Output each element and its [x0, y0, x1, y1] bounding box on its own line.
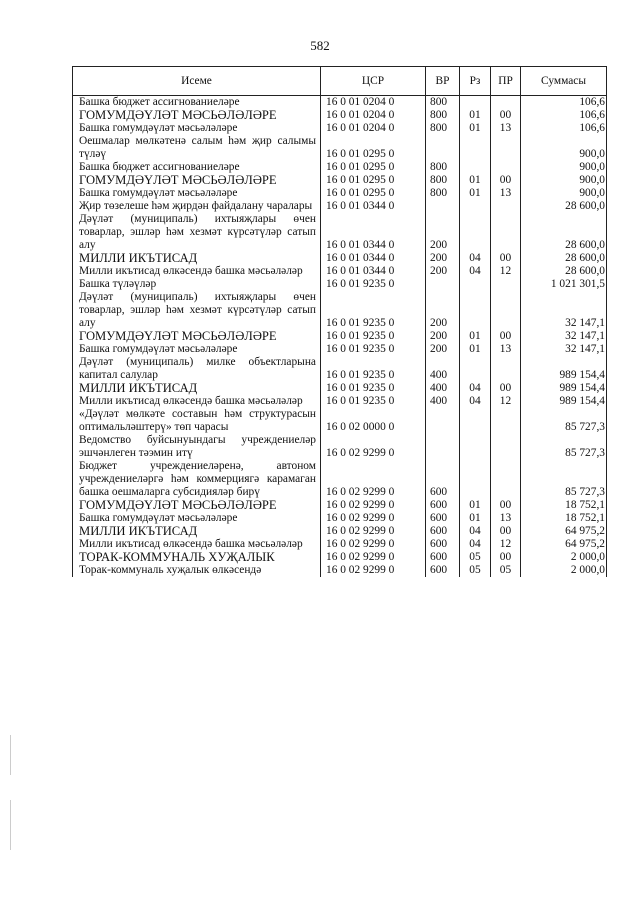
cell-rz: [460, 200, 491, 213]
cell-csr: 16 0 02 9299 0: [321, 512, 426, 525]
cell-rz: 04: [460, 538, 491, 551]
cell-name: Дәүләт (муниципаль) ихтыяҗлары өчен товарлар, эшләр һәм хезмәт күрсәтүләр сатып алу: [73, 213, 321, 252]
cell-csr: 16 0 01 0295 0: [321, 135, 426, 161]
cell-name: ГОМУМДӘҮЛӘТ МӘСЬӘЛӘЛӘРЕ: [73, 174, 321, 187]
cell-sum: 900,0: [521, 174, 607, 187]
cell-name: Милли икътисад өлкәсендә башка мәсьәләләр: [73, 538, 321, 551]
table-row: [73, 343, 607, 356]
cell-pr: [491, 356, 521, 382]
cell-vr: 400: [426, 395, 460, 408]
cell-vr: 800: [426, 122, 460, 135]
cell-csr: 16 0 01 0295 0: [321, 187, 426, 200]
page-number: 582: [310, 38, 330, 53]
cell-pr: [491, 278, 521, 291]
cell-rz: [460, 135, 491, 161]
cell-pr: 05: [491, 564, 521, 577]
cell-vr: 200: [426, 265, 460, 278]
header-pr: ПР: [491, 67, 521, 96]
table-row: [73, 382, 607, 395]
cell-sum: 28 600,0: [521, 252, 607, 265]
cell-rz: 01: [460, 330, 491, 343]
cell-rz: [460, 161, 491, 174]
cell-csr: 16 0 01 0344 0: [321, 252, 426, 265]
cell-rz: 01: [460, 187, 491, 200]
cell-rz: [460, 356, 491, 382]
cell-name: Торак-коммуналь хуҗалык өлкәсендә: [73, 564, 321, 577]
cell-pr: 00: [491, 382, 521, 395]
cell-pr: 00: [491, 551, 521, 564]
cell-sum: 64 975,2: [521, 525, 607, 538]
cell-csr: 16 0 02 9299 0: [321, 538, 426, 551]
table-row: [73, 460, 607, 499]
cell-sum: 28 600,0: [521, 200, 607, 213]
cell-sum: 900,0: [521, 161, 607, 174]
cell-sum: 32 147,1: [521, 330, 607, 343]
cell-name: «Дәүләт мөлкәте составын һәм структурасын оптимальләштерү» төп чарасы: [73, 408, 321, 434]
cell-pr: [491, 460, 521, 499]
cell-name: ТОРАК-КОММУНАЛЬ ХУҖАЛЫК: [73, 551, 321, 564]
cell-rz: 01: [460, 512, 491, 525]
table-row: [73, 135, 607, 161]
table-row: [73, 564, 607, 577]
table-row: [73, 434, 607, 460]
cell-rz: 05: [460, 551, 491, 564]
cell-pr: [491, 434, 521, 460]
cell-vr: 400: [426, 356, 460, 382]
cell-vr: [426, 408, 460, 434]
header-name: Исеме: [73, 67, 321, 96]
cell-pr: [491, 213, 521, 252]
cell-sum: 989 154,4: [521, 356, 607, 382]
table-row: [73, 291, 607, 330]
cell-vr: 800: [426, 174, 460, 187]
cell-csr: 16 0 01 0344 0: [321, 265, 426, 278]
cell-sum: 32 147,1: [521, 291, 607, 330]
cell-pr: 00: [491, 330, 521, 343]
cell-vr: [426, 200, 460, 213]
cell-name: ГОМУМДӘҮЛӘТ МӘСЬӘЛӘЛӘРЕ: [73, 499, 321, 512]
cell-csr: 16 0 01 0295 0: [321, 161, 426, 174]
cell-rz: [460, 213, 491, 252]
cell-csr: 16 0 01 9235 0: [321, 278, 426, 291]
cell-rz: 01: [460, 174, 491, 187]
cell-csr: 16 0 02 0000 0: [321, 408, 426, 434]
cell-pr: [491, 291, 521, 330]
cell-rz: [460, 278, 491, 291]
cell-vr: 200: [426, 252, 460, 265]
cell-rz: 01: [460, 343, 491, 356]
cell-pr: 12: [491, 395, 521, 408]
cell-name: Дәүләт (муниципаль) милке объектларына капитал салулар: [73, 356, 321, 382]
cell-csr: 16 0 01 9235 0: [321, 343, 426, 356]
table-row: [73, 213, 607, 252]
cell-csr: 16 0 01 9235 0: [321, 330, 426, 343]
cell-rz: [460, 291, 491, 330]
cell-pr: [491, 161, 521, 174]
cell-sum: 2 000,0: [521, 551, 607, 564]
cell-sum: 85 727,3: [521, 460, 607, 499]
cell-pr: [491, 96, 521, 110]
cell-name: Башка бюджет ассигнованиеләре: [73, 161, 321, 174]
cell-pr: 12: [491, 265, 521, 278]
cell-name: Башка гомумдәүләт мәсьәләләре: [73, 512, 321, 525]
cell-name: Башка түләүләр: [73, 278, 321, 291]
cell-csr: 16 0 01 0295 0: [321, 174, 426, 187]
cell-rz: 01: [460, 109, 491, 122]
cell-csr: 16 0 02 9299 0: [321, 564, 426, 577]
table-header: [73, 67, 607, 96]
cell-csr: 16 0 02 9299 0: [321, 551, 426, 564]
table-row: [73, 356, 607, 382]
cell-pr: [491, 408, 521, 434]
cell-sum: 2 000,0: [521, 564, 607, 577]
cell-name: ГОМУМДӘҮЛӘТ МӘСЬӘЛӘЛӘРЕ: [73, 109, 321, 122]
cell-pr: [491, 200, 521, 213]
cell-sum: 106,6: [521, 96, 607, 110]
table-row: [73, 408, 607, 434]
budget-table: [72, 66, 607, 577]
cell-rz: 01: [460, 122, 491, 135]
cell-sum: 106,6: [521, 109, 607, 122]
cell-rz: [460, 434, 491, 460]
cell-vr: 600: [426, 512, 460, 525]
cell-sum: 900,0: [521, 135, 607, 161]
cell-vr: 200: [426, 343, 460, 356]
table-row: [73, 330, 607, 343]
cell-sum: 18 752,1: [521, 512, 607, 525]
cell-name: МИЛЛИ ИКЪТИСАД: [73, 382, 321, 395]
margin-mark: [10, 800, 11, 850]
cell-pr: 13: [491, 187, 521, 200]
cell-rz: 05: [460, 564, 491, 577]
table-row: [73, 122, 607, 135]
cell-rz: 04: [460, 265, 491, 278]
cell-pr: 00: [491, 499, 521, 512]
cell-rz: [460, 408, 491, 434]
cell-csr: 16 0 02 9299 0: [321, 499, 426, 512]
cell-vr: 800: [426, 109, 460, 122]
table-body: [73, 96, 607, 578]
cell-vr: 600: [426, 538, 460, 551]
cell-sum: 106,6: [521, 122, 607, 135]
header-sum: Суммасы: [521, 67, 607, 96]
cell-csr: 16 0 02 9299 0: [321, 434, 426, 460]
cell-vr: 800: [426, 161, 460, 174]
cell-vr: 400: [426, 382, 460, 395]
table-row: [73, 252, 607, 265]
cell-name: Башка гомумдәүләт мәсьәләләре: [73, 122, 321, 135]
cell-vr: 600: [426, 499, 460, 512]
cell-rz: 01: [460, 499, 491, 512]
table-row: [73, 174, 607, 187]
cell-name: Башка гомумдәүләт мәсьәләләре: [73, 343, 321, 356]
header-rz: Рз: [460, 67, 491, 96]
cell-name: МИЛЛИ ИКЪТИСАД: [73, 525, 321, 538]
cell-sum: 28 600,0: [521, 213, 607, 252]
cell-csr: 16 0 01 0204 0: [321, 96, 426, 110]
cell-rz: 04: [460, 252, 491, 265]
cell-sum: 18 752,1: [521, 499, 607, 512]
cell-name: Башка бюджет ассигнованиеләре: [73, 96, 321, 110]
header-vr: ВР: [426, 67, 460, 96]
header-csr: ЦСР: [321, 67, 426, 96]
cell-vr: 600: [426, 525, 460, 538]
cell-csr: 16 0 01 9235 0: [321, 291, 426, 330]
cell-vr: 800: [426, 96, 460, 110]
table-row: [73, 96, 607, 110]
cell-name: Милли икътисад өлкәсендә башка мәсьәләләр: [73, 395, 321, 408]
table-row: [73, 109, 607, 122]
cell-pr: 00: [491, 174, 521, 187]
cell-pr: 13: [491, 343, 521, 356]
cell-sum: 64 975,2: [521, 538, 607, 551]
cell-pr: [491, 135, 521, 161]
cell-vr: 200: [426, 330, 460, 343]
cell-sum: 85 727,3: [521, 408, 607, 434]
cell-sum: 28 600,0: [521, 265, 607, 278]
cell-name: Оешмалар мөлкәтенә салым һәм җир салымы түләү: [73, 135, 321, 161]
cell-csr: 16 0 02 9299 0: [321, 460, 426, 499]
table-row: [73, 499, 607, 512]
cell-name: ГОМУМДӘҮЛӘТ МӘСЬӘЛӘЛӘРЕ: [73, 330, 321, 343]
table-row: [73, 278, 607, 291]
margin-mark: [10, 735, 11, 775]
table-row: [73, 187, 607, 200]
cell-csr: 16 0 01 0344 0: [321, 200, 426, 213]
cell-csr: 16 0 01 0204 0: [321, 122, 426, 135]
cell-sum: 900,0: [521, 187, 607, 200]
cell-sum: 32 147,1: [521, 343, 607, 356]
table-row: [73, 551, 607, 564]
cell-csr: 16 0 01 0344 0: [321, 213, 426, 252]
cell-vr: [426, 135, 460, 161]
cell-vr: 600: [426, 551, 460, 564]
table-row: [73, 200, 607, 213]
cell-rz: 04: [460, 525, 491, 538]
cell-rz: [460, 460, 491, 499]
cell-pr: 00: [491, 525, 521, 538]
cell-vr: 200: [426, 291, 460, 330]
cell-name: Җир төзелеше һәм җирдән файдалану чаралары: [73, 200, 321, 213]
table-row: [73, 265, 607, 278]
table-row: [73, 395, 607, 408]
cell-csr: 16 0 01 9235 0: [321, 356, 426, 382]
cell-sum: 989 154,4: [521, 382, 607, 395]
table-row: [73, 525, 607, 538]
cell-vr: [426, 278, 460, 291]
cell-pr: 13: [491, 122, 521, 135]
cell-pr: 00: [491, 109, 521, 122]
cell-name: Ведомство буйсынуындагы учреждениеләр эшчәнлеген тәэмин итү: [73, 434, 321, 460]
cell-pr: 12: [491, 538, 521, 551]
cell-sum: 85 727,3: [521, 434, 607, 460]
cell-csr: 16 0 02 9299 0: [321, 525, 426, 538]
cell-name: Башка гомумдәүләт мәсьәләләре: [73, 187, 321, 200]
cell-rz: 04: [460, 382, 491, 395]
cell-name: Милли икътисад өлкәсендә башка мәсьәләләр: [73, 265, 321, 278]
cell-vr: 200: [426, 213, 460, 252]
cell-csr: 16 0 01 0204 0: [321, 109, 426, 122]
cell-rz: 04: [460, 395, 491, 408]
cell-vr: [426, 434, 460, 460]
cell-name: Дәүләт (муниципаль) ихтыяҗлары өчен товарлар, эшләр һәм хезмәт күрсәтүләр сатып алу: [73, 291, 321, 330]
cell-vr: 800: [426, 187, 460, 200]
cell-pr: 13: [491, 512, 521, 525]
cell-csr: 16 0 01 9235 0: [321, 395, 426, 408]
cell-pr: 00: [491, 252, 521, 265]
cell-csr: 16 0 01 9235 0: [321, 382, 426, 395]
cell-name: МИЛЛИ ИКЪТИСАД: [73, 252, 321, 265]
cell-sum: 1 021 301,5: [521, 278, 607, 291]
cell-rz: [460, 96, 491, 110]
cell-name: Бюджет учреждениеләренә, автоном учреждениеләргә һәм коммерциягә карамаган башка оешмаларга субсидияләр бирү: [73, 460, 321, 499]
cell-vr: 600: [426, 460, 460, 499]
cell-sum: 989 154,4: [521, 395, 607, 408]
cell-vr: 600: [426, 564, 460, 577]
